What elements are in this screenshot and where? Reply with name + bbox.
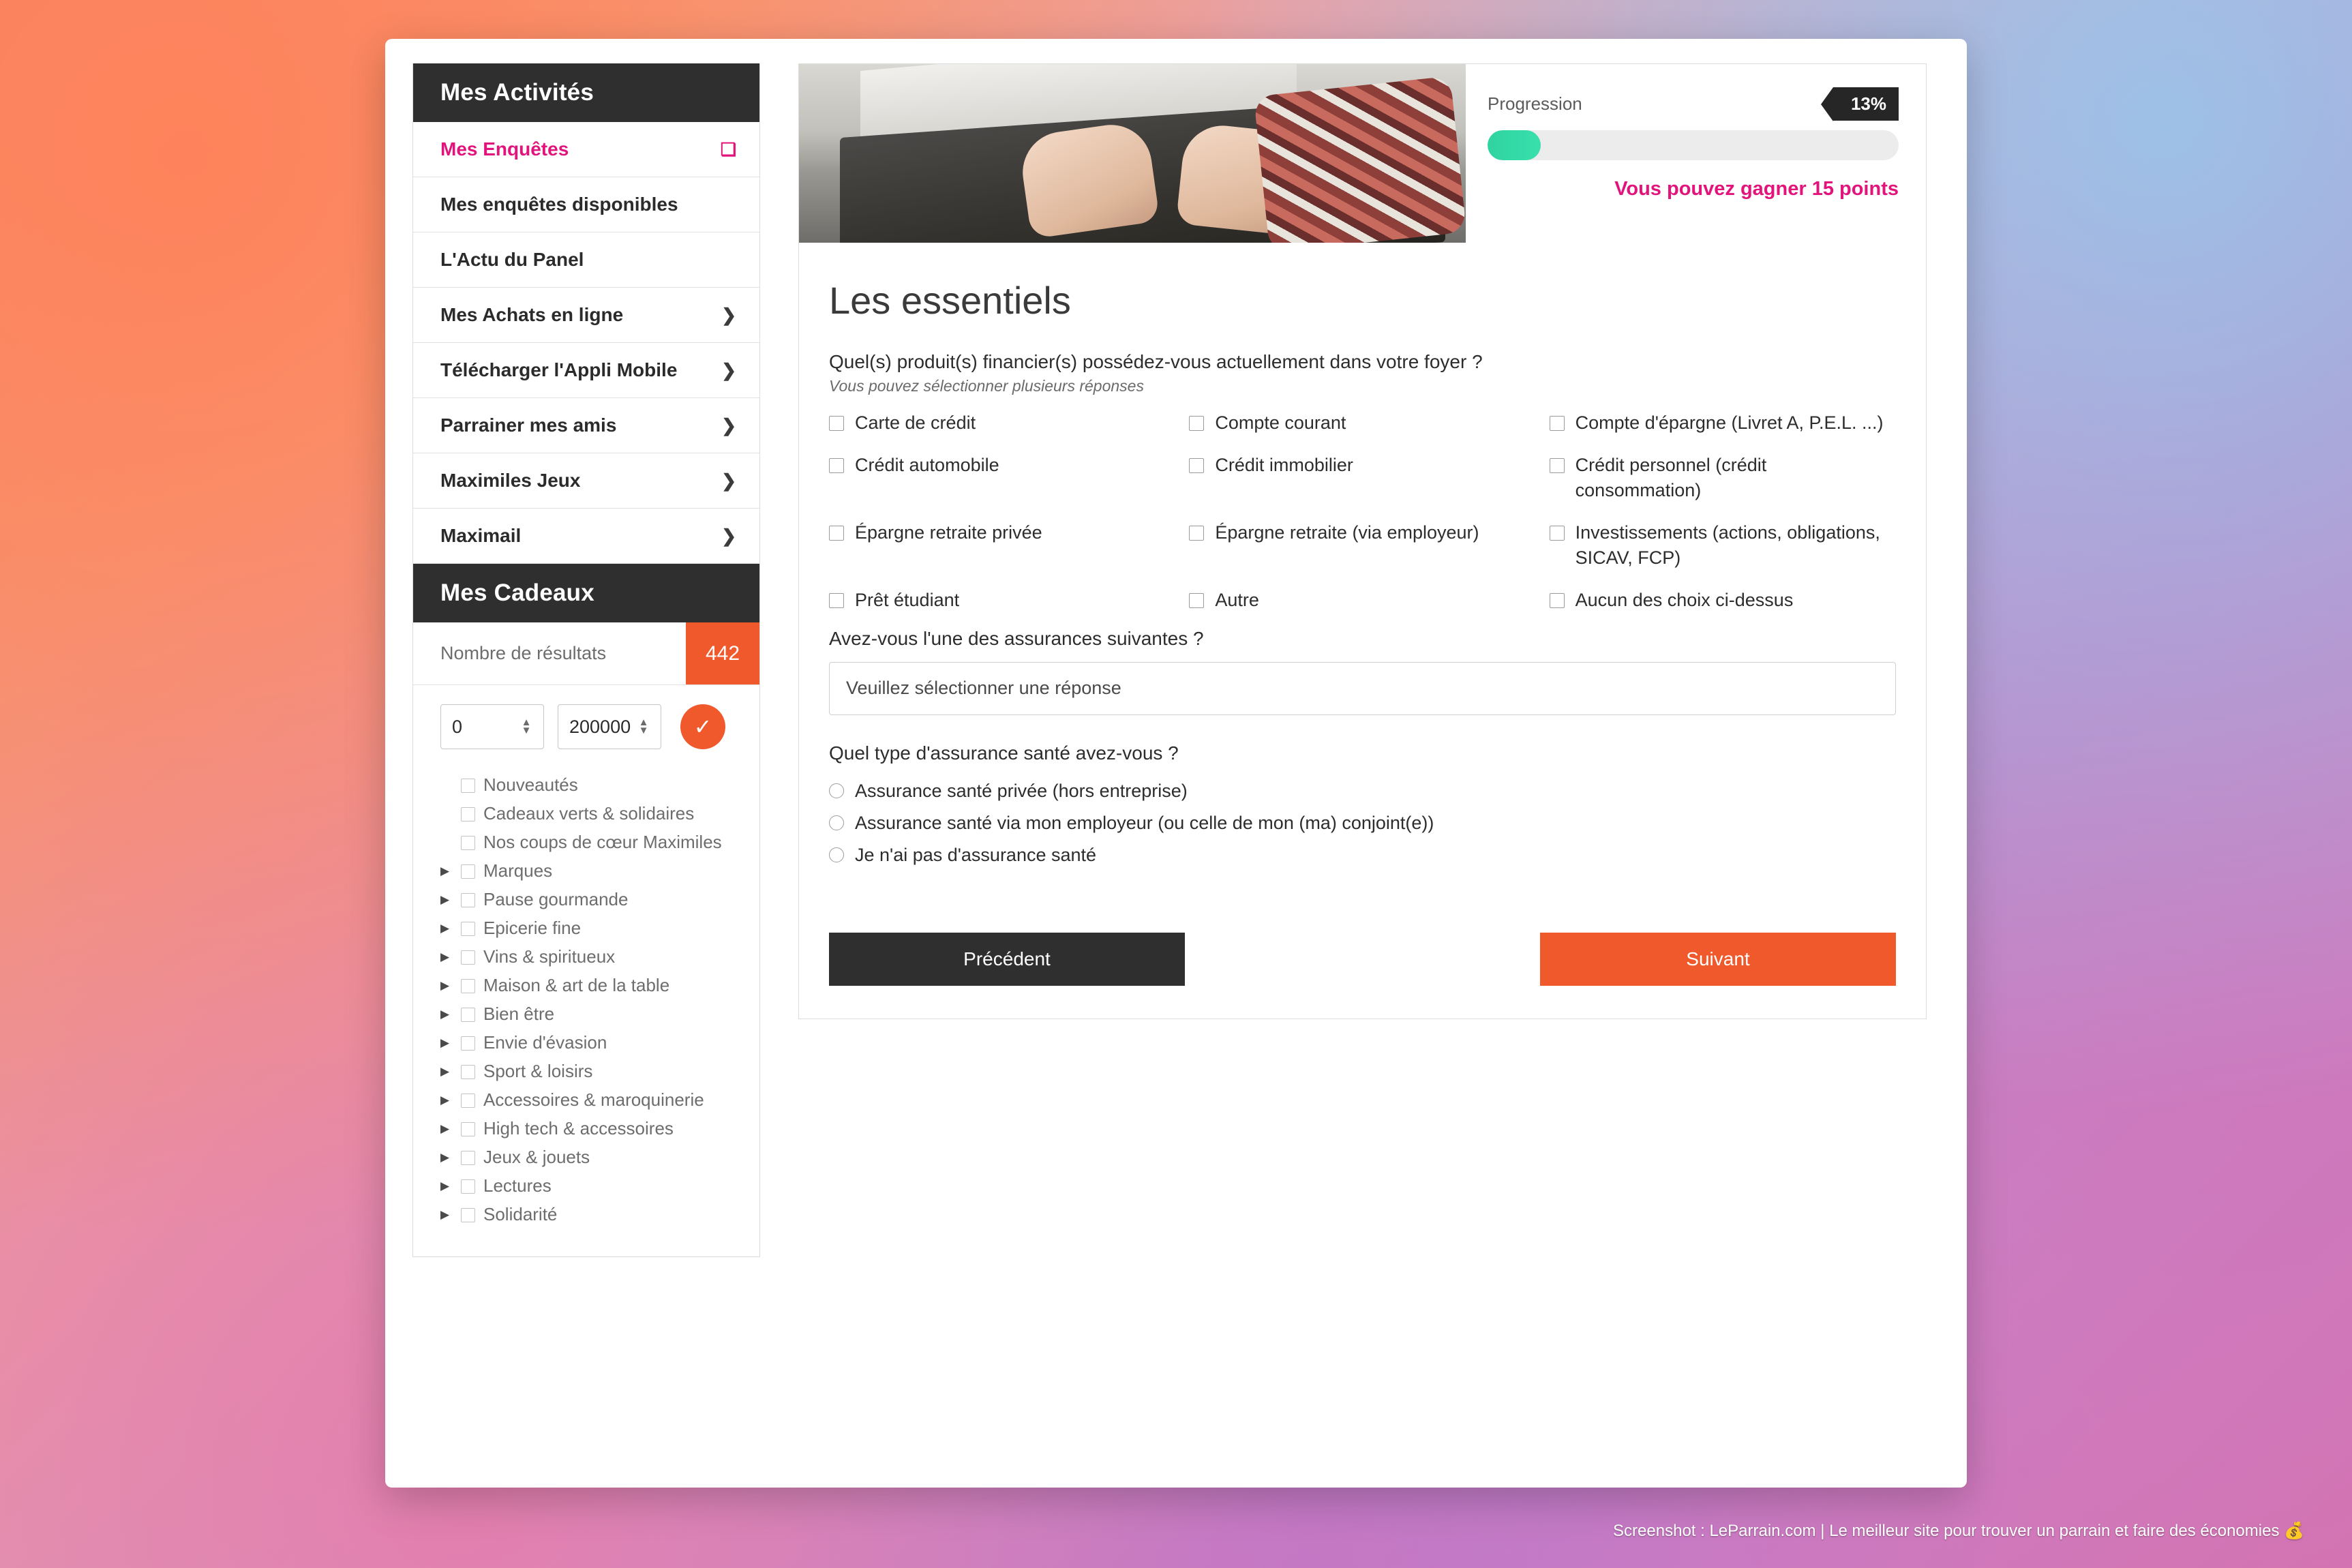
radio-icon[interactable]: [829, 847, 844, 862]
page-title: Les essentiels: [829, 279, 1071, 322]
radio-option[interactable]: [829, 807, 1896, 839]
facet-checkbox[interactable]: [461, 979, 475, 993]
facet-checkbox[interactable]: [461, 1122, 475, 1136]
question-1-options: [829, 410, 1896, 613]
insurance-select-value: Veuillez sélectionner une réponse: [846, 678, 1121, 699]
question-1-hint: Vous pouvez sélectionner plusieurs réponses: [829, 377, 1144, 395]
facet-item[interactable]: [413, 1029, 759, 1057]
facet-checkbox[interactable]: [461, 1179, 475, 1194]
option-label: Investissements (actions, obligations, SICAV, FCP): [1575, 522, 1880, 568]
facet-item[interactable]: [413, 1086, 759, 1115]
checkbox-icon[interactable]: [1189, 458, 1204, 473]
expand-arrow-icon[interactable]: ▶: [440, 893, 450, 906]
facet-item[interactable]: [413, 943, 759, 971]
facet-label: Accessoires & maroquinerie: [483, 1089, 704, 1110]
progress-bar-track: [1488, 130, 1899, 160]
sidebar-item-maximail[interactable]: [413, 509, 759, 564]
expand-arrow-icon[interactable]: ▶: [440, 1179, 450, 1192]
facet-checkbox[interactable]: [461, 893, 475, 907]
expand-arrow-icon[interactable]: ▶: [440, 1208, 450, 1221]
facet-label: Cadeaux verts & solidaires: [483, 803, 695, 824]
radio-option[interactable]: [829, 839, 1896, 871]
results-count-badge: 442: [686, 622, 759, 684]
option-label: Carte de crédit: [855, 412, 976, 433]
question-3-text: Quel type d'assurance santé avez-vous ?: [829, 742, 1179, 764]
facet-label: Sport & loisirs: [483, 1061, 593, 1081]
insurance-select[interactable]: [829, 662, 1896, 715]
checkbox-icon[interactable]: [1189, 416, 1204, 431]
option-label: Aucun des choix ci-dessus: [1575, 590, 1794, 611]
option-label: Prêt étudiant: [855, 590, 960, 611]
watermark-text: Screenshot : LeParrain.com | Le meilleur site pour trouver un parrain et faire des économies 💰: [1613, 1522, 2304, 1540]
chevron-right-icon: ❯: [721, 305, 736, 325]
check-icon: ✓: [693, 714, 712, 739]
navigation-buttons: [829, 933, 1896, 986]
facet-checkbox[interactable]: [461, 922, 475, 936]
expand-arrow-icon[interactable]: ▶: [440, 922, 450, 935]
facet-checkbox[interactable]: [461, 1208, 475, 1222]
sidebar-item-label: Mes Achats en ligne: [440, 304, 624, 325]
option-label: Compte courant: [1215, 412, 1346, 433]
facet-label: High tech & accessoires: [483, 1118, 674, 1139]
checkbox-icon[interactable]: [1550, 526, 1565, 541]
price-min-field[interactable]: [440, 704, 544, 749]
checkbox-option[interactable]: [1550, 453, 1896, 502]
option-label: Autre: [1215, 590, 1259, 611]
checkbox-icon[interactable]: [829, 526, 844, 541]
radio-icon[interactable]: [829, 783, 844, 798]
sidebar-item-label: L'Actu du Panel: [440, 249, 584, 270]
sidebar: [412, 63, 760, 1257]
sidebar-item-actu-panel[interactable]: [413, 232, 759, 288]
sidebar-item-label: Mes Enquêtes: [440, 138, 569, 160]
facet-label: Lectures: [483, 1175, 552, 1196]
sidebar-item-parrainer[interactable]: [413, 398, 759, 453]
browser-window: [385, 39, 1967, 1488]
checkbox-option[interactable]: [1550, 410, 1896, 435]
chevron-right-icon: ❯: [721, 360, 736, 380]
expand-arrow-icon[interactable]: ▶: [440, 1122, 450, 1135]
progress-row: [1488, 87, 1899, 121]
facet-item[interactable]: [413, 971, 759, 1000]
facet-label: Marques: [483, 860, 553, 881]
facet-item[interactable]: [413, 1143, 759, 1172]
expand-arrow-icon[interactable]: ▶: [440, 864, 450, 877]
sidebar-item-label: Parrainer mes amis: [440, 414, 617, 436]
price-max-field[interactable]: [558, 704, 661, 749]
checkbox-icon[interactable]: [829, 458, 844, 473]
checkbox-option[interactable]: [829, 453, 1175, 502]
checkbox-option[interactable]: [829, 588, 1175, 612]
question-2-text: Avez-vous l'une des assurances suivantes ?: [829, 627, 1204, 649]
facet-checkbox[interactable]: [461, 950, 475, 965]
checkbox-icon[interactable]: [829, 416, 844, 431]
facet-item[interactable]: [413, 886, 759, 914]
results-label: Nombre de résultats: [440, 643, 607, 663]
chevron-right-icon: ❯: [721, 415, 736, 436]
checkbox-option[interactable]: [829, 520, 1175, 570]
sidebar-item-appli-mobile[interactable]: [413, 343, 759, 398]
facet-checkbox[interactable]: [461, 779, 475, 793]
checkbox-icon[interactable]: [1550, 593, 1565, 608]
option-label: Épargne retraite privée: [855, 522, 1042, 543]
facet-label: Jeux & jouets: [483, 1147, 590, 1167]
checkbox-option[interactable]: [1189, 588, 1535, 612]
expand-arrow-icon[interactable]: ▶: [440, 979, 450, 992]
sidebar-item-enquetes-disponibles[interactable]: [413, 177, 759, 232]
facet-checkbox[interactable]: [461, 807, 475, 821]
expand-arrow-icon[interactable]: ▶: [440, 950, 450, 963]
hero-image-hands-typing: [799, 64, 1466, 243]
results-row: [413, 622, 759, 685]
stepper-icon[interactable]: ▲ ▼: [521, 717, 532, 736]
stepper-icon[interactable]: ▲ ▼: [638, 717, 649, 736]
progress-area: [1466, 64, 1926, 243]
facet-item[interactable]: [413, 914, 759, 943]
facet-checkbox[interactable]: [461, 1094, 475, 1108]
option-label: Crédit automobile: [855, 455, 999, 476]
facet-label: Epicerie fine: [483, 918, 582, 938]
option-label: Crédit personnel (crédit consommation): [1575, 455, 1767, 500]
checkbox-icon[interactable]: [1550, 416, 1565, 431]
checkbox-icon[interactable]: [1189, 526, 1204, 541]
next-button[interactable]: Suivant: [1540, 933, 1896, 986]
survey-card: [798, 63, 1927, 1019]
sidebar-gifts-header: Mes Cadeaux: [413, 564, 759, 622]
facet-item[interactable]: [413, 1172, 759, 1201]
price-range-row: [413, 685, 759, 767]
checkbox-option[interactable]: [1189, 453, 1535, 502]
facet-item[interactable]: [413, 1057, 759, 1086]
facet-checkbox[interactable]: [461, 1036, 475, 1051]
option-label: Compte d'épargne (Livret A, P.E.L. ...): [1575, 412, 1884, 433]
facet-label: Envie d'évasion: [483, 1032, 607, 1053]
facet-item[interactable]: [413, 1115, 759, 1143]
expand-arrow-icon[interactable]: ▶: [440, 1008, 450, 1021]
facet-item[interactable]: [413, 857, 759, 886]
facet-item[interactable]: [413, 828, 759, 857]
facet-label: Nouveautés: [483, 774, 578, 795]
expand-arrow-icon[interactable]: ▶: [440, 1065, 450, 1078]
checkbox-icon[interactable]: [1189, 593, 1204, 608]
survey-hero: [799, 64, 1926, 243]
sidebar-item-maximiles-jeux[interactable]: [413, 453, 759, 509]
facet-list: [413, 767, 759, 1256]
question-1-text: Quel(s) produit(s) financier(s) possédez-vous actuellement dans votre foyer ?: [829, 351, 1483, 372]
option-label: Assurance santé via mon employeur (ou celle de mon (ma) conjoint(e)): [855, 812, 1434, 833]
checkbox-option[interactable]: [1550, 520, 1896, 570]
sidebar-item-label: Maximail: [440, 525, 522, 546]
facet-checkbox[interactable]: [461, 836, 475, 850]
facet-label: Vins & spiritueux: [483, 946, 616, 967]
option-label: Crédit immobilier: [1215, 455, 1353, 476]
progress-percent-badge: 13%: [1833, 87, 1899, 121]
facet-item[interactable]: [413, 1000, 759, 1029]
checkbox-option[interactable]: [1550, 588, 1896, 612]
facet-checkbox[interactable]: [461, 1151, 475, 1165]
expand-arrow-icon[interactable]: ▶: [440, 1036, 450, 1049]
option-label: Épargne retraite (via employeur): [1215, 522, 1479, 543]
chevron-right-icon: ❯: [721, 470, 736, 491]
price-min-input[interactable]: [441, 716, 517, 738]
facet-label: Solidarité: [483, 1204, 558, 1224]
previous-button[interactable]: Précédent: [829, 933, 1185, 986]
expand-arrow-icon[interactable]: ▶: [440, 1151, 450, 1164]
survey-body: [799, 243, 1926, 1019]
facet-label: Bien être: [483, 1004, 555, 1024]
chevron-down-icon: ❏: [720, 139, 736, 160]
price-max-input[interactable]: [558, 716, 635, 738]
radio-icon[interactable]: [829, 815, 844, 830]
facet-label: Pause gourmande: [483, 889, 629, 909]
facet-label: Maison & art de la table: [483, 975, 670, 995]
facet-label: Nos coups de cœur Maximiles: [483, 832, 722, 852]
page-content: [385, 39, 1967, 1488]
sidebar-item-achats-en-ligne[interactable]: [413, 288, 759, 343]
points-message: Vous pouvez gagner 15 points: [1614, 178, 1899, 200]
checkbox-icon[interactable]: [829, 593, 844, 608]
sidebar-item-mes-enquetes[interactable]: [413, 122, 759, 177]
expand-arrow-icon[interactable]: ▶: [440, 1094, 450, 1106]
facet-item[interactable]: [413, 1201, 759, 1229]
sidebar-item-label: Télécharger l'Appli Mobile: [440, 359, 678, 380]
sidebar-item-label: Mes enquêtes disponibles: [440, 194, 678, 215]
checkbox-icon[interactable]: [1550, 458, 1565, 473]
progress-bar-fill: [1488, 130, 1541, 160]
radio-option[interactable]: [829, 775, 1896, 807]
facet-checkbox[interactable]: [461, 1008, 475, 1022]
facet-checkbox[interactable]: [461, 1065, 475, 1079]
chevron-right-icon: ❯: [721, 526, 736, 546]
checkbox-option[interactable]: [1189, 520, 1535, 570]
facet-item[interactable]: [413, 800, 759, 828]
option-label: Assurance santé privée (hors entreprise): [855, 780, 1188, 801]
sidebar-activities-header: Mes Activités: [413, 63, 759, 122]
option-label: Je n'ai pas d'assurance santé: [855, 844, 1097, 865]
sidebar-item-label: Maximiles Jeux: [440, 470, 581, 491]
facet-checkbox[interactable]: [461, 864, 475, 879]
progress-label: Progression: [1488, 93, 1582, 114]
validate-range-button[interactable]: [680, 704, 725, 749]
checkbox-option[interactable]: [1189, 410, 1535, 435]
facet-item[interactable]: [413, 771, 759, 800]
checkbox-option[interactable]: [829, 410, 1175, 435]
